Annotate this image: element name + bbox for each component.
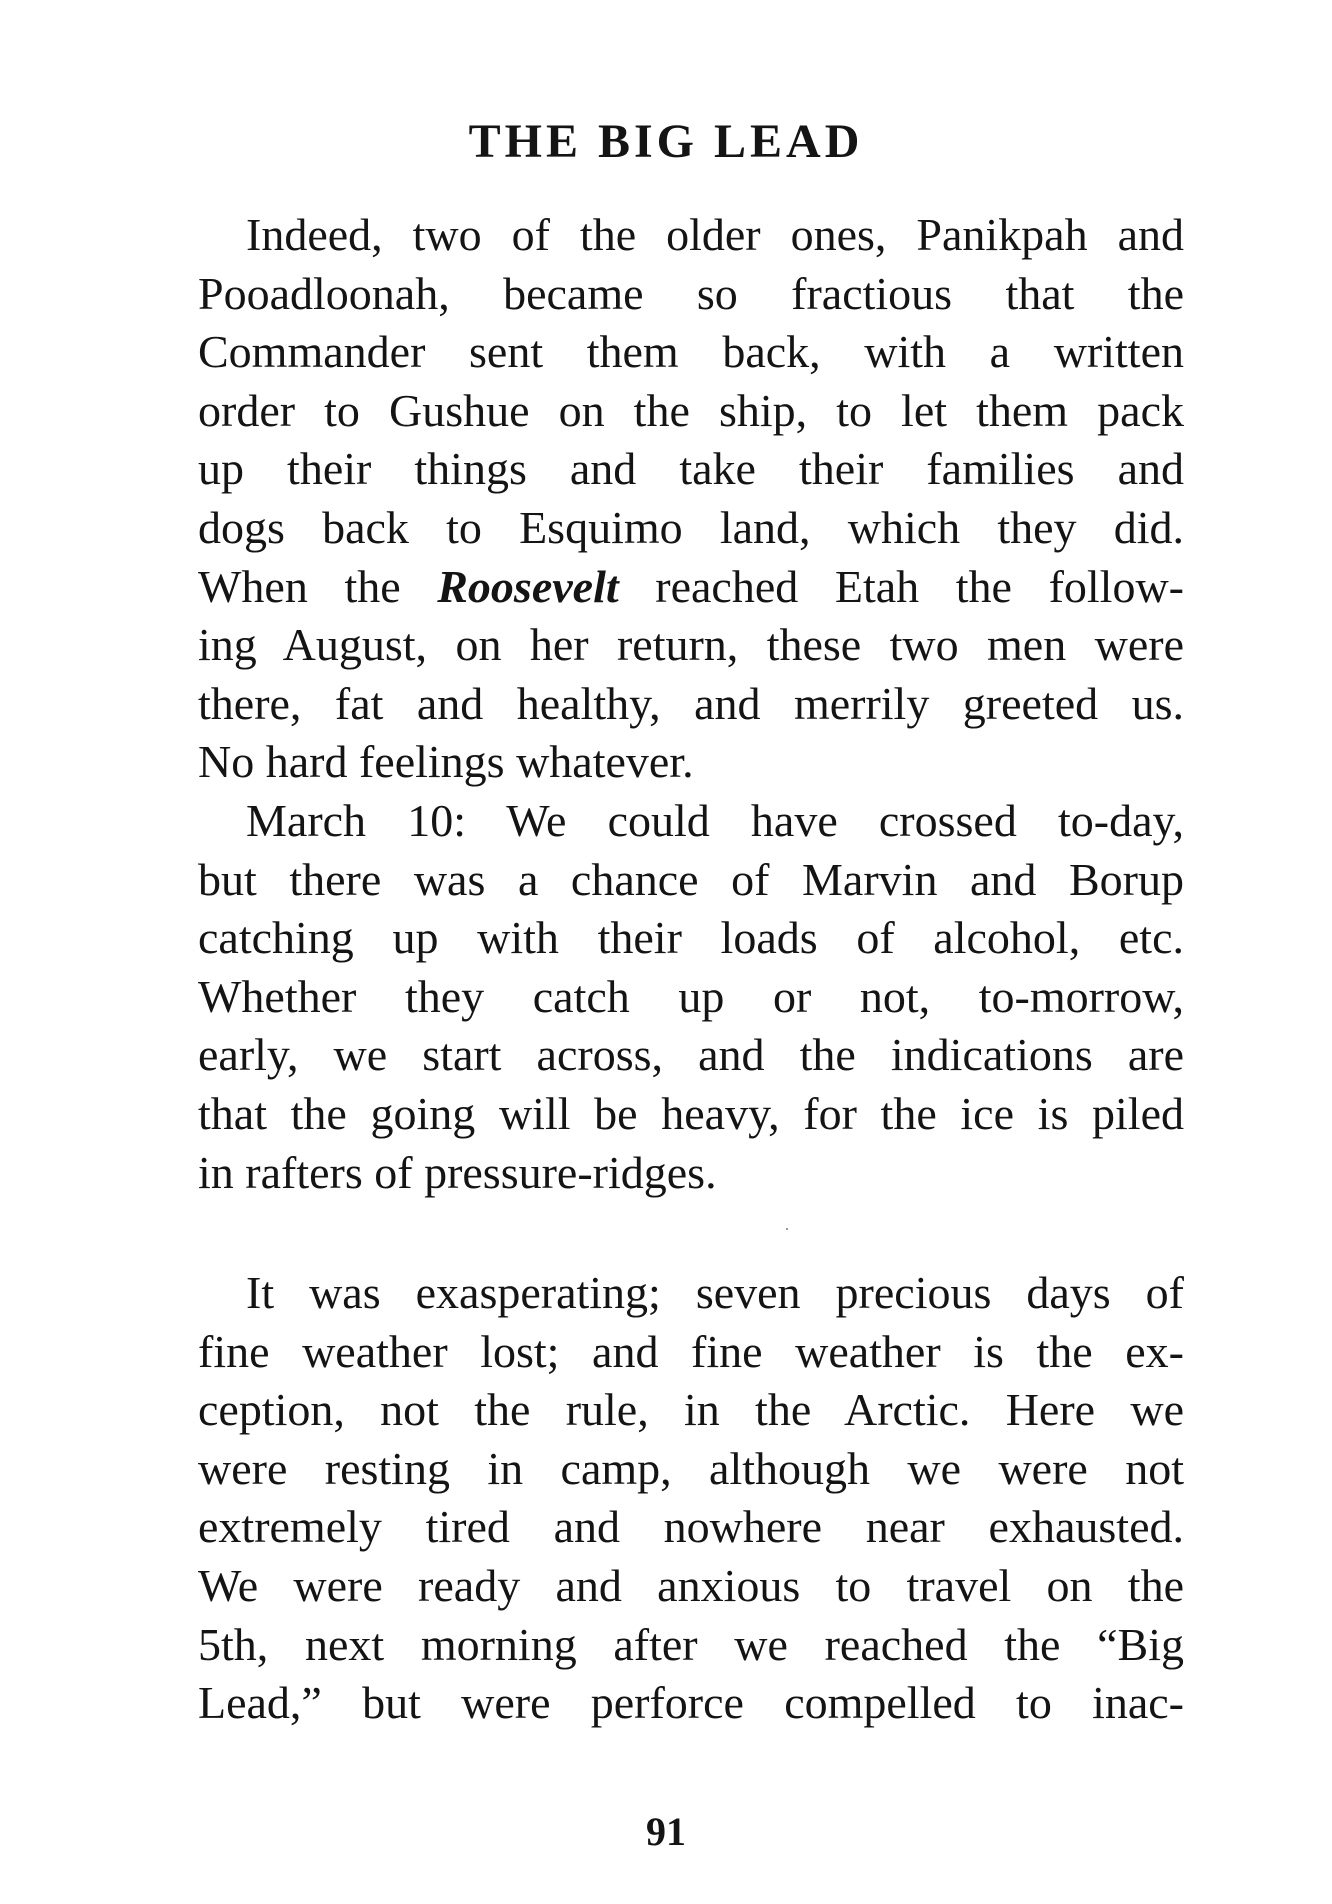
text-line: that the going will be heavy, for the ice is piled bbox=[198, 1087, 1184, 1139]
text-fragment: reached Etah the follow- bbox=[618, 560, 1184, 612]
text-line: It was exasperating; seven precious days of bbox=[246, 1267, 1184, 1318]
text-line: were resting in camp, although we were not bbox=[198, 1442, 1184, 1494]
text-line: up their things and take their families and bbox=[198, 443, 1184, 495]
page-number: 91 bbox=[646, 1809, 686, 1854]
text-line: ing August, on her return, these two men were bbox=[198, 619, 1184, 671]
text-line: Indeed, two of the older ones, Panikpah and bbox=[246, 209, 1184, 260]
text-line-ship-name bbox=[198, 558, 1184, 617]
text-line: catching up with their loads of alcohol, etc. bbox=[198, 912, 1184, 964]
text-line: early, we start across, and the indications are bbox=[198, 1029, 1184, 1081]
text-line: there, fat and healthy, and merrily greeted us. bbox=[198, 677, 1184, 729]
text-line: fine weather lost; and fine weather is the ex- bbox=[198, 1325, 1184, 1377]
text-line: We were ready and anxious to travel on the bbox=[198, 1559, 1184, 1611]
paragraph-block-1 bbox=[198, 206, 1184, 1202]
ship-name-italic: Roosevelt bbox=[437, 560, 619, 612]
text-line: but there was a chance of Marvin and Borup bbox=[198, 853, 1184, 905]
diary-entry-line: March 10: We could have crossed to-day, bbox=[246, 794, 1184, 846]
text-line: order to Gushue on the ship, to let them pack bbox=[198, 384, 1184, 436]
text-line: Pooadloonah, became so fractious that the bbox=[198, 267, 1184, 319]
section-divider-dot bbox=[786, 1228, 788, 1230]
text-line: Lead,” but were perforce compelled to inac- bbox=[198, 1677, 1184, 1729]
text-fragment: When the bbox=[198, 560, 438, 612]
running-head: THE BIG LEAD bbox=[468, 115, 864, 168]
text-line: 5th, next morning after we reached the “Big bbox=[198, 1618, 1184, 1670]
text-line: in rafters of pressure-ridges. bbox=[198, 1146, 717, 1198]
text-line: dogs back to Esquimo land, which they did. bbox=[198, 501, 1184, 553]
text-line: ception, not the rule, in the Arctic. Here we bbox=[198, 1384, 1184, 1436]
paragraph-block-2 bbox=[198, 1264, 1184, 1733]
text-line: No hard feelings whatever. bbox=[198, 736, 694, 788]
text-line: Whether they catch up or not, to-morrow, bbox=[198, 970, 1184, 1022]
text-line: extremely tired and nowhere near exhausted. bbox=[198, 1501, 1184, 1553]
text-line: Commander sent them back, with a written bbox=[198, 326, 1184, 378]
